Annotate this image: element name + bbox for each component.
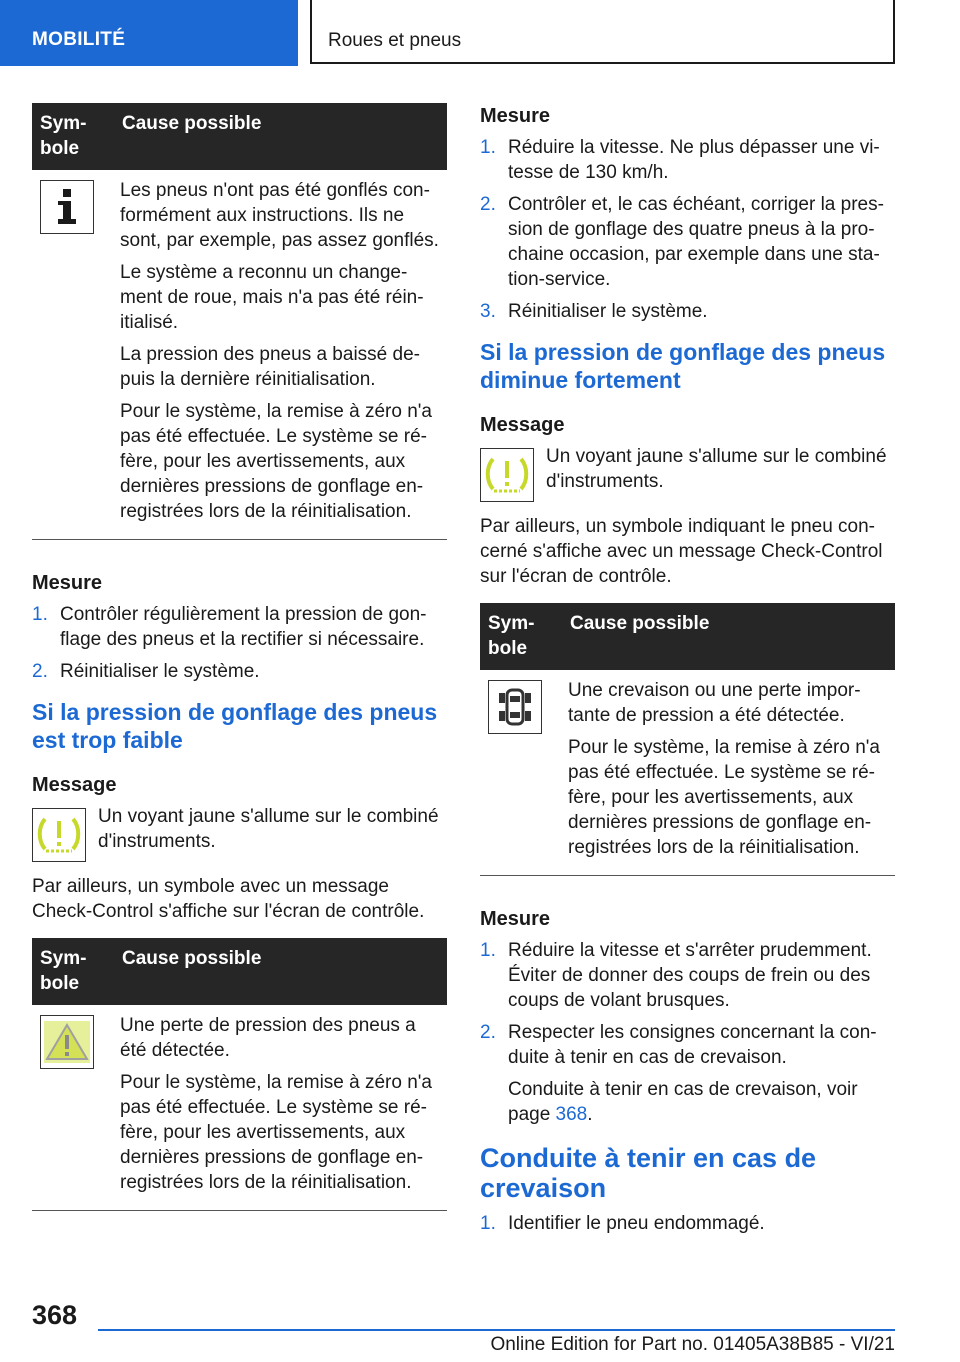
- table-header: [32, 938, 447, 1005]
- symbol-column-header: Sym- bole: [488, 613, 535, 659]
- message-row: [480, 444, 895, 502]
- list-item: 2. Réinitialiser le système.: [32, 661, 260, 682]
- list-item: 3. Réinitialiser le système.: [480, 301, 708, 322]
- message-heading: Message: [480, 414, 565, 436]
- cause-column-header: Cause possible: [122, 948, 262, 969]
- tire-pressure-warning-icon: [32, 808, 86, 862]
- page-header: [0, 0, 960, 66]
- measure-heading: Mesure: [480, 908, 551, 930]
- measure-steps: [32, 602, 447, 684]
- section-heading: Si la pression de gonflage des pneus est trop faible: [32, 699, 438, 753]
- table-row: [480, 670, 895, 875]
- cause-text: Pour le système, la remise à zéro n'a pas été effectuée. Le système se ré-fère, pour les avertissements, aux dernières pressions de gonflage en-registrées lors de la réinitialisation.: [120, 401, 432, 522]
- list-item: 2. Contrôler et, le cas échéant, corriger la pres-sion de gonflage des quatre pneus à la pro-chaine occasion, par exemple dans une sta-tion-service.: [480, 194, 884, 290]
- symbol-table-3: [480, 603, 895, 876]
- measure-steps: [480, 938, 895, 1070]
- list-item: 1. Réduire la vitesse. Ne plus dépasser une vi-tesse de 130 km/h.: [480, 137, 880, 183]
- paragraph: Par ailleurs, un symbole avec un message Check-Control s'affiche sur l'écran de contrôle.: [32, 876, 425, 922]
- tire-pressure-warning-icon: [480, 448, 534, 502]
- list-item: 1. Contrôler régulièrement la pression de gon-flage des pneus et la rectifier si nécessaire.: [32, 604, 427, 650]
- message-heading: Message: [32, 774, 117, 796]
- car-tire-icon: [488, 680, 542, 734]
- measure-heading: Mesure: [32, 572, 103, 594]
- page-number: 368: [32, 1300, 78, 1330]
- measure-heading: Mesure: [480, 105, 551, 127]
- footer-divider: [98, 1329, 895, 1331]
- cause-text: La pression des pneus a baissé de-puis la dernière réinitialisation.: [120, 344, 420, 390]
- list-item: 1. Réduire la vitesse et s'arrêter prudemment. Éviter de donner des coups de frein ou des coups de volant brusques.: [480, 940, 872, 1011]
- page-link[interactable]: 368: [555, 1104, 588, 1125]
- measure-steps: [480, 135, 895, 324]
- table-header: [32, 103, 447, 170]
- warning-triangle-icon: [40, 1015, 94, 1069]
- cause-text: Pour le système, la remise à zéro n'a pas été effectuée. Le système se ré-fère, pour les avertissements, aux dernières pressions de gonflage en-registrées lors de la réinitialisation.: [120, 1072, 432, 1193]
- symbol-column-header: Sym- bole: [40, 113, 87, 159]
- cause-column-header: Cause possible: [570, 613, 710, 634]
- section-heading: Si la pression de gonflage des pneus diminue fortement: [480, 339, 886, 393]
- cause-text: Les pneus n'ont pas été gonflés con-formément aux instructions. Ils ne sont, par exemple, pas assez gonflés.: [120, 180, 439, 251]
- list-item: 2. Respecter les consignes concernant la con-duite à tenir en cas de crevaison.: [480, 1022, 877, 1068]
- symbol-column-header: Sym- bole: [40, 948, 87, 994]
- info-icon: [40, 180, 94, 234]
- edition-text: Online Edition for Part no. 01405A38B85 - VI/21: [490, 1334, 895, 1355]
- table-header: [480, 603, 895, 670]
- left-column: [32, 103, 447, 1241]
- cause-text: Le système a reconnu un change-ment de roue, mais n'a pas été réin-itialisé.: [120, 262, 424, 333]
- message-row: [32, 804, 447, 862]
- table-row: [32, 170, 447, 539]
- message-text: Un voyant jaune s'allume sur le combiné d'instruments.: [98, 806, 439, 852]
- cause-column-header: Cause possible: [122, 113, 262, 134]
- final-steps: [480, 1211, 895, 1236]
- cause-text: Une crevaison ou une perte impor-tante de pression a été détectée.: [568, 680, 861, 726]
- chapter-title: Roues et pneus: [310, 0, 895, 64]
- symbol-table-2: [32, 938, 447, 1211]
- paragraph: Par ailleurs, un symbole indiquant le pneu con-cerné s'affiche avec un message Check-Control sur l'écran de contrôle.: [480, 516, 883, 587]
- cause-text: Une perte de pression des pneus a été détectée.: [120, 1015, 416, 1061]
- right-column: [480, 103, 895, 1250]
- list-item: 1. Identifier le pneu endommagé.: [480, 1213, 765, 1234]
- main-heading: Conduite à tenir en cas de crevaison: [480, 1143, 817, 1203]
- cause-text: Pour le système, la remise à zéro n'a pas été effectuée. Le système se ré-fère, pour les avertissements, aux dernières pressions de gonflage en-registrées lors de la réinitialisation.: [568, 737, 880, 858]
- cross-reference: Conduite à tenir en cas de crevaison, voir page 368.: [508, 1079, 858, 1125]
- symbol-table-1: [32, 103, 447, 540]
- table-row: [32, 1005, 447, 1210]
- message-text: Un voyant jaune s'allume sur le combiné d'instruments.: [546, 446, 887, 492]
- section-tab[interactable]: MOBILITÉ: [0, 0, 298, 66]
